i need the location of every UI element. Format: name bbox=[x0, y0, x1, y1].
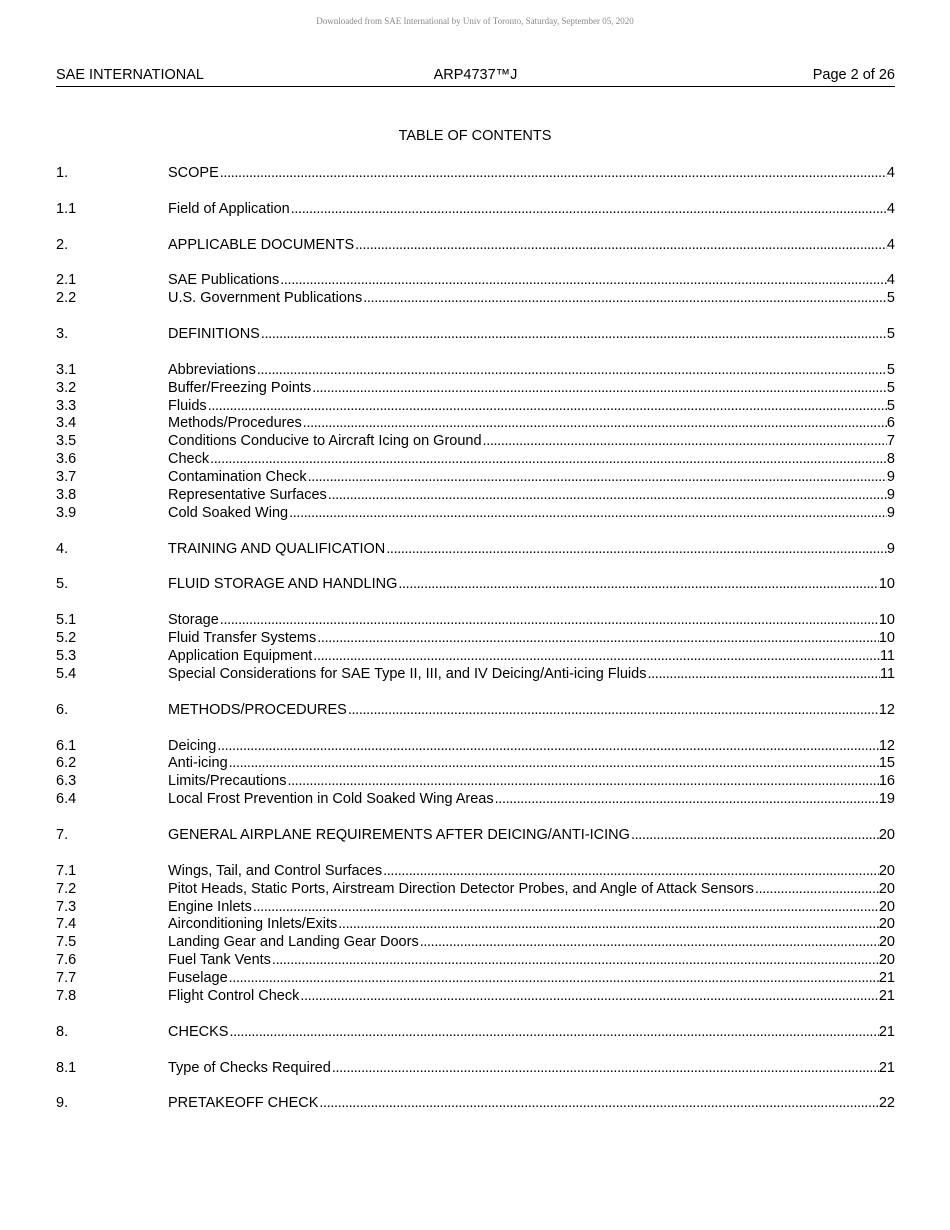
toc-entry-number: 7. bbox=[56, 826, 69, 843]
toc-leader-dots bbox=[311, 380, 887, 398]
toc-entry-page: 16 bbox=[878, 773, 895, 790]
toc-entry-page: 22 bbox=[878, 1095, 895, 1112]
toc-entry-title: Application Equipment bbox=[168, 648, 313, 665]
toc-entry[interactable] bbox=[56, 970, 895, 988]
toc-entry[interactable] bbox=[56, 827, 895, 845]
toc-leader-dots bbox=[754, 881, 879, 899]
toc-entry-page: 20 bbox=[878, 880, 895, 897]
toc-leader-dots bbox=[347, 702, 879, 720]
toc-entry-number: 7.8 bbox=[56, 987, 77, 1004]
toc-entry-page: 9 bbox=[886, 487, 895, 504]
toc-leader-dots bbox=[316, 630, 879, 648]
toc-entry-title: Deicing bbox=[168, 737, 217, 754]
toc-entry-title: CHECKS bbox=[168, 1023, 229, 1040]
toc-entry[interactable] bbox=[56, 863, 895, 881]
toc-entry-title: SCOPE bbox=[168, 165, 219, 181]
toc-entry[interactable] bbox=[56, 1024, 895, 1042]
toc-entry[interactable] bbox=[56, 612, 895, 630]
toc-leader-dots bbox=[256, 362, 887, 380]
toc-entry-number: 7.6 bbox=[56, 952, 77, 969]
toc-leader-dots bbox=[385, 541, 887, 559]
toc-entry-page: 9 bbox=[886, 540, 895, 557]
toc-entry-number: 5.2 bbox=[56, 630, 77, 647]
toc-entry-page: 20 bbox=[878, 934, 895, 951]
toc-entry-number: 7.4 bbox=[56, 916, 77, 933]
toc-entry-number: 5.3 bbox=[56, 648, 77, 665]
toc-entry-title: Limits/Precautions bbox=[168, 773, 287, 790]
toc-entry[interactable] bbox=[56, 326, 895, 344]
toc-entry[interactable] bbox=[56, 451, 895, 469]
toc-entry-number: 3.1 bbox=[56, 361, 77, 378]
toc-entry-title: Landing Gear and Landing Gear Doors bbox=[168, 934, 419, 951]
toc-entry[interactable] bbox=[56, 415, 895, 433]
toc-leader-dots bbox=[362, 290, 887, 308]
toc-entry-number: 2.1 bbox=[56, 272, 77, 289]
toc-entry-number: 4. bbox=[56, 540, 69, 557]
toc-entry-title: TRAINING AND QUALIFICATION bbox=[168, 540, 386, 557]
toc-entry[interactable] bbox=[56, 380, 895, 398]
toc-entry-title: FLUID STORAGE AND HANDLING bbox=[168, 576, 398, 593]
toc-entry-title: Type of Checks Required bbox=[168, 1059, 331, 1076]
toc-entry[interactable] bbox=[56, 433, 895, 451]
toc-entry[interactable] bbox=[56, 1060, 895, 1078]
toc-leader-dots bbox=[354, 237, 887, 255]
toc-entry[interactable] bbox=[56, 487, 895, 505]
toc-entry[interactable] bbox=[56, 469, 895, 487]
toc-entry-number: 3.8 bbox=[56, 487, 77, 504]
toc-entry-title: Engine Inlets bbox=[168, 898, 252, 915]
toc-entry-page: 4 bbox=[886, 165, 895, 181]
toc-leader-dots bbox=[219, 612, 879, 630]
toc-entry-title: Buffer/Freezing Points bbox=[168, 379, 312, 396]
toc-entry[interactable] bbox=[56, 755, 895, 773]
toc-entry-page: 4 bbox=[886, 236, 895, 253]
toc-entry-number: 5.4 bbox=[56, 665, 77, 682]
toc-entry-title: Anti-icing bbox=[168, 755, 228, 772]
page-header bbox=[56, 66, 895, 87]
toc-leader-dots bbox=[337, 916, 879, 934]
toc-entry-page: 9 bbox=[886, 504, 895, 521]
toc-leader-dots bbox=[397, 576, 879, 594]
toc-entry-title: APPLICABLE DOCUMENTS bbox=[168, 236, 355, 253]
toc-entry-page: 7 bbox=[886, 433, 895, 450]
toc-entry-number: 1. bbox=[56, 165, 69, 181]
toc-entry-number: 7.5 bbox=[56, 934, 77, 951]
toc-entry-page: 9 bbox=[886, 469, 895, 486]
toc-entry[interactable] bbox=[56, 899, 895, 917]
toc-entry[interactable] bbox=[56, 702, 895, 720]
toc-entry-number: 5.1 bbox=[56, 612, 77, 629]
toc-entry-page: 8 bbox=[886, 451, 895, 468]
toc-entry-number: 3.9 bbox=[56, 504, 77, 521]
toc-entry[interactable] bbox=[56, 791, 895, 809]
toc-leader-dots bbox=[630, 827, 879, 845]
toc-entry-number: 6.3 bbox=[56, 773, 77, 790]
toc-entry-number: 7.7 bbox=[56, 970, 77, 987]
toc-entry-number: 6.4 bbox=[56, 791, 77, 808]
toc-entry-number: 7.1 bbox=[56, 862, 77, 879]
toc-leader-dots bbox=[216, 738, 879, 756]
toc-entry-number: 3.4 bbox=[56, 415, 77, 432]
toc-entry-page: 4 bbox=[886, 272, 895, 289]
toc-entry[interactable] bbox=[56, 934, 895, 952]
toc-entry[interactable] bbox=[56, 988, 895, 1006]
toc-entry-page: 21 bbox=[878, 1023, 895, 1040]
toc-entry-page: 5 bbox=[886, 397, 895, 414]
toc-entry-page: 10 bbox=[878, 630, 895, 647]
toc-entry-page: 20 bbox=[878, 898, 895, 915]
toc-entry-title: Representative Surfaces bbox=[168, 487, 327, 504]
toc-entry[interactable] bbox=[56, 165, 895, 183]
toc-leader-dots bbox=[307, 469, 887, 487]
toc-entry-page: 6 bbox=[886, 415, 895, 432]
toc-entry-title: Fuel Tank Vents bbox=[168, 952, 271, 969]
toc-entry-number: 6.1 bbox=[56, 737, 77, 754]
toc-leader-dots bbox=[299, 988, 879, 1006]
toc-entry-page: 20 bbox=[878, 952, 895, 969]
toc-entry-page: 20 bbox=[878, 826, 895, 843]
toc-entry[interactable] bbox=[56, 505, 895, 523]
toc-entry[interactable] bbox=[56, 916, 895, 934]
toc-entry-title: Special Considerations for SAE Type II, III, and IV Deicing/Anti-icing Fluids bbox=[168, 665, 647, 682]
toc-entry-page: 12 bbox=[878, 701, 895, 718]
toc-entry-page: 21 bbox=[878, 987, 895, 1004]
toc-entry-number: 2. bbox=[56, 236, 69, 253]
download-watermark: Downloaded from SAE International by Univ of Toronto, Saturday, September 05, 2020 bbox=[316, 16, 634, 26]
toc-leader-dots bbox=[209, 451, 887, 469]
toc-entry[interactable] bbox=[56, 362, 895, 380]
toc-entry-page: 10 bbox=[878, 576, 895, 593]
toc-entry-page: 21 bbox=[878, 1059, 895, 1076]
toc-entry-page: 12 bbox=[878, 737, 895, 754]
toc-entry-title: Wings, Tail, and Control Surfaces bbox=[168, 862, 383, 879]
toc-entry[interactable] bbox=[56, 272, 895, 290]
toc-entry-title: Conditions Conducive to Aircraft Icing on Ground bbox=[168, 433, 482, 450]
table-of-contents bbox=[56, 165, 895, 1113]
toc-entry-number: 3.3 bbox=[56, 397, 77, 414]
toc-entry-title: Airconditioning Inlets/Exits bbox=[168, 916, 338, 933]
toc-entry-title: Fuselage bbox=[168, 970, 228, 987]
toc-entry-number: 5. bbox=[56, 576, 69, 593]
toc-entry-page: 20 bbox=[878, 862, 895, 879]
toc-leader-dots bbox=[331, 1060, 879, 1078]
header-document-id: ARP4737™J bbox=[433, 67, 518, 83]
toc-entry-title: Check bbox=[168, 451, 210, 468]
toc-entry-title: PRETAKEOFF CHECK bbox=[168, 1095, 319, 1112]
toc-entry[interactable] bbox=[56, 738, 895, 756]
toc-leader-dots bbox=[290, 201, 887, 219]
toc-entry-number: 3.7 bbox=[56, 469, 77, 486]
toc-entry-title: METHODS/PROCEDURES bbox=[168, 701, 347, 718]
toc-entry-page: 11 bbox=[879, 648, 895, 665]
toc-entry-title: Pitot Heads, Static Ports, Airstream Direction Detector Probes, and Angle of Attack Sensors bbox=[168, 880, 754, 897]
toc-entry-page: 5 bbox=[886, 379, 895, 396]
toc-entry-page: 11 bbox=[879, 665, 895, 682]
toc-entry[interactable] bbox=[56, 952, 895, 970]
toc-leader-dots bbox=[382, 863, 879, 881]
toc-leader-dots bbox=[482, 433, 887, 451]
toc-entry-number: 3.2 bbox=[56, 379, 77, 396]
toc-entry-title: Field of Application bbox=[168, 200, 290, 217]
toc-entry-title: Local Frost Prevention in Cold Soaked Wing Areas bbox=[168, 791, 494, 808]
toc-entry-title: U.S. Government Publications bbox=[168, 290, 363, 307]
toc-leader-dots bbox=[302, 415, 887, 433]
toc-leader-dots bbox=[288, 505, 887, 523]
toc-leader-dots bbox=[646, 666, 879, 684]
toc-entry-page: 10 bbox=[878, 612, 895, 629]
toc-entry-title: Contamination Check bbox=[168, 469, 307, 486]
toc-entry-page: 15 bbox=[878, 755, 895, 772]
toc-leader-dots bbox=[494, 791, 879, 809]
toc-entry-page: 4 bbox=[886, 200, 895, 217]
toc-entry-title: Storage bbox=[168, 612, 219, 629]
toc-leader-dots bbox=[207, 398, 887, 416]
toc-entry-number: 7.3 bbox=[56, 898, 77, 915]
toc-entry-page: 21 bbox=[878, 970, 895, 987]
toc-title: TABLE OF CONTENTS bbox=[398, 128, 552, 144]
toc-entry[interactable] bbox=[56, 648, 895, 666]
toc-entry-title: Methods/Procedures bbox=[168, 415, 302, 432]
header-page-label: Page 2 of 26 bbox=[812, 67, 895, 83]
toc-entry-number: 1.1 bbox=[56, 200, 77, 217]
toc-entry-title: Fluid Transfer Systems bbox=[168, 630, 317, 647]
toc-entry-title: Cold Soaked Wing bbox=[168, 504, 289, 521]
toc-entry-number: 7.2 bbox=[56, 880, 77, 897]
toc-leader-dots bbox=[260, 326, 887, 344]
toc-entry[interactable] bbox=[56, 1095, 895, 1113]
toc-entry-number: 6.2 bbox=[56, 755, 77, 772]
toc-entry[interactable] bbox=[56, 881, 895, 899]
toc-leader-dots bbox=[318, 1095, 878, 1113]
toc-leader-dots bbox=[327, 487, 887, 505]
toc-leader-dots bbox=[219, 165, 887, 183]
toc-entry-title: DEFINITIONS bbox=[168, 326, 260, 343]
toc-entry-number: 9. bbox=[56, 1095, 69, 1112]
toc-entry-title: Abbreviations bbox=[168, 361, 256, 378]
toc-leader-dots bbox=[286, 773, 878, 791]
toc-leader-dots bbox=[228, 755, 879, 773]
toc-entry-title: Fluids bbox=[168, 397, 207, 414]
toc-entry[interactable] bbox=[56, 290, 895, 308]
toc-leader-dots bbox=[279, 272, 887, 290]
toc-entry-page: 20 bbox=[878, 916, 895, 933]
toc-entry-page: 5 bbox=[886, 326, 895, 343]
toc-leader-dots bbox=[228, 1024, 878, 1042]
header-organization: SAE INTERNATIONAL bbox=[56, 67, 204, 83]
toc-leader-dots bbox=[228, 970, 879, 988]
toc-leader-dots bbox=[252, 899, 879, 917]
toc-entry[interactable] bbox=[56, 237, 895, 255]
toc-entry-title: Flight Control Check bbox=[168, 987, 300, 1004]
toc-entry-page: 5 bbox=[886, 290, 895, 307]
toc-entry-number: 3.5 bbox=[56, 433, 77, 450]
toc-entry-number: 2.2 bbox=[56, 290, 77, 307]
toc-entry-title: GENERAL AIRPLANE REQUIREMENTS AFTER DEICING/ANTI-ICING bbox=[168, 826, 630, 843]
toc-leader-dots bbox=[419, 934, 879, 952]
toc-entry-number: 8.1 bbox=[56, 1059, 77, 1076]
toc-entry-number: 8. bbox=[56, 1023, 69, 1040]
toc-entry[interactable] bbox=[56, 398, 895, 416]
toc-entry-number: 3.6 bbox=[56, 451, 77, 468]
toc-entry-title: SAE Publications bbox=[168, 272, 280, 289]
toc-entry-page: 19 bbox=[878, 791, 895, 808]
toc-leader-dots bbox=[312, 648, 880, 666]
toc-entry[interactable] bbox=[56, 541, 895, 559]
toc-entry[interactable] bbox=[56, 630, 895, 648]
toc-entry-number: 6. bbox=[56, 701, 69, 718]
toc-entry[interactable] bbox=[56, 666, 895, 684]
toc-entry-page: 5 bbox=[886, 361, 895, 378]
toc-entry-number: 3. bbox=[56, 326, 69, 343]
toc-entry[interactable] bbox=[56, 576, 895, 594]
toc-entry[interactable] bbox=[56, 201, 895, 219]
toc-entry[interactable] bbox=[56, 773, 895, 791]
toc-leader-dots bbox=[271, 952, 879, 970]
